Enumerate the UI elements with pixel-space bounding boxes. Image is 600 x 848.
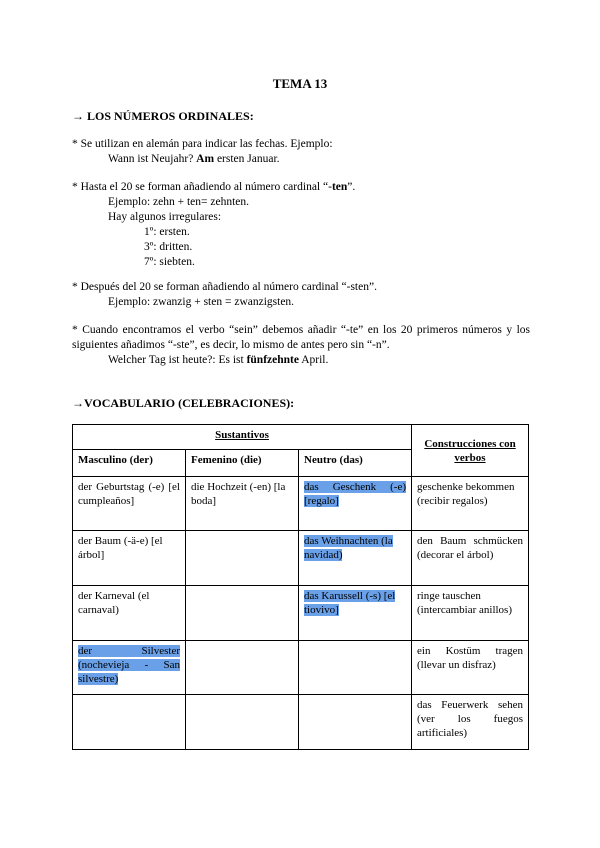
paragraph-hasta-20 <box>72 180 530 270</box>
table-cell <box>299 695 412 750</box>
paragraph-text: * Cuando encontramos el verbo “sein” debemos añadir “-te” en los 20 primeros números y los siguientes añadimos “-ste”, es decir, lo mismo de antes pero sin “-n”. <box>72 324 530 351</box>
table-cell <box>73 695 186 750</box>
table-cell <box>186 531 299 586</box>
table-cell: der Baum (-ä-e) [el árbol] <box>73 531 186 586</box>
table-cell: das Feuerwerk sehen (ver los fuegos artificiales) <box>412 695 529 750</box>
table-cell <box>186 695 299 750</box>
table-cell: der Karneval (el carnaval) <box>73 586 186 641</box>
paragraph-line: * Hasta el 20 se forman añadiendo al número cardinal “-ten”. <box>72 181 356 193</box>
irregular-item: 7º: siebten. <box>144 256 195 268</box>
example-line: Welcher Tag ist heute?: Es ist fünfzehnte April. <box>108 354 329 366</box>
table-row <box>73 586 529 641</box>
highlighted-text[interactable]: das Geschenk (-e) [regalo] <box>304 481 407 507</box>
table-cell <box>299 477 412 531</box>
table-row <box>73 641 529 695</box>
irregular-item: 1º: ersten. <box>144 226 190 238</box>
table-cell: geschenke bekommen (recibir regalos) <box>412 477 529 531</box>
irregular-item: 3º: dritten. <box>144 241 193 253</box>
table-cell: der Geburtstag (-e) [el cumpleaños] <box>73 477 186 531</box>
section-heading-ordinales: → LOS NÚMEROS ORDINALES: <box>72 109 254 123</box>
example-line: Ejemplo: zwanzig + sten = zwanzigsten. <box>108 296 295 308</box>
paragraph-line: * Después del 20 se forman añadiendo al número cardinal “-sten”. <box>72 281 377 293</box>
column-header-neutro: Neutro (das) <box>299 450 412 477</box>
table-cell: den Baum schmücken (decorar el árbol) <box>412 531 529 586</box>
paragraph-fechas <box>72 137 530 167</box>
table-header-construcciones: Construcciones con verbos <box>412 425 529 477</box>
irregular-label: Hay algunos irregulares: <box>108 211 222 223</box>
table-cell: ein Kostüm tragen (llevar un disfraz) <box>412 641 529 695</box>
example-line: Ejemplo: zehn + ten= zehnten. <box>108 196 250 208</box>
highlighted-text[interactable]: das Weihnachten (la navidad) <box>304 535 393 561</box>
paragraph-sein <box>72 323 530 368</box>
column-header-masculino: Masculino (der) <box>73 450 186 477</box>
table-cell <box>299 531 412 586</box>
table-cell <box>186 586 299 641</box>
table-cell <box>186 641 299 695</box>
section-heading-vocabulario: →VOCABULARIO (CELEBRACIONES): <box>72 396 295 410</box>
table-header-sustantivos: Sustantivos <box>73 425 412 450</box>
table-cell <box>299 641 412 695</box>
table-cell <box>299 586 412 641</box>
table-row <box>73 531 529 586</box>
paragraph-despues-20 <box>72 280 530 310</box>
table-cell: ringe tauschen (intercambiar anillos) <box>412 586 529 641</box>
column-header-femenino: Femenino (die) <box>186 450 299 477</box>
paragraph-line: * Se utilizan en alemán para indicar las fechas. Ejemplo: <box>72 138 333 150</box>
table-cell: die Hochzeit (-en) [la boda] <box>186 477 299 531</box>
table-row <box>73 695 529 750</box>
vocabulary-table <box>72 424 529 750</box>
table-row <box>73 477 529 531</box>
page-title: TEMA 13 <box>272 76 328 91</box>
example-line: Wann ist Neujahr? Am ersten Januar. <box>108 153 280 165</box>
table-cell <box>73 641 186 695</box>
highlighted-text[interactable]: der Silvester (nochevieja - San silvestre) <box>78 645 180 685</box>
highlighted-text[interactable]: das Karussell (-s) [el tiovivo] <box>304 590 396 616</box>
